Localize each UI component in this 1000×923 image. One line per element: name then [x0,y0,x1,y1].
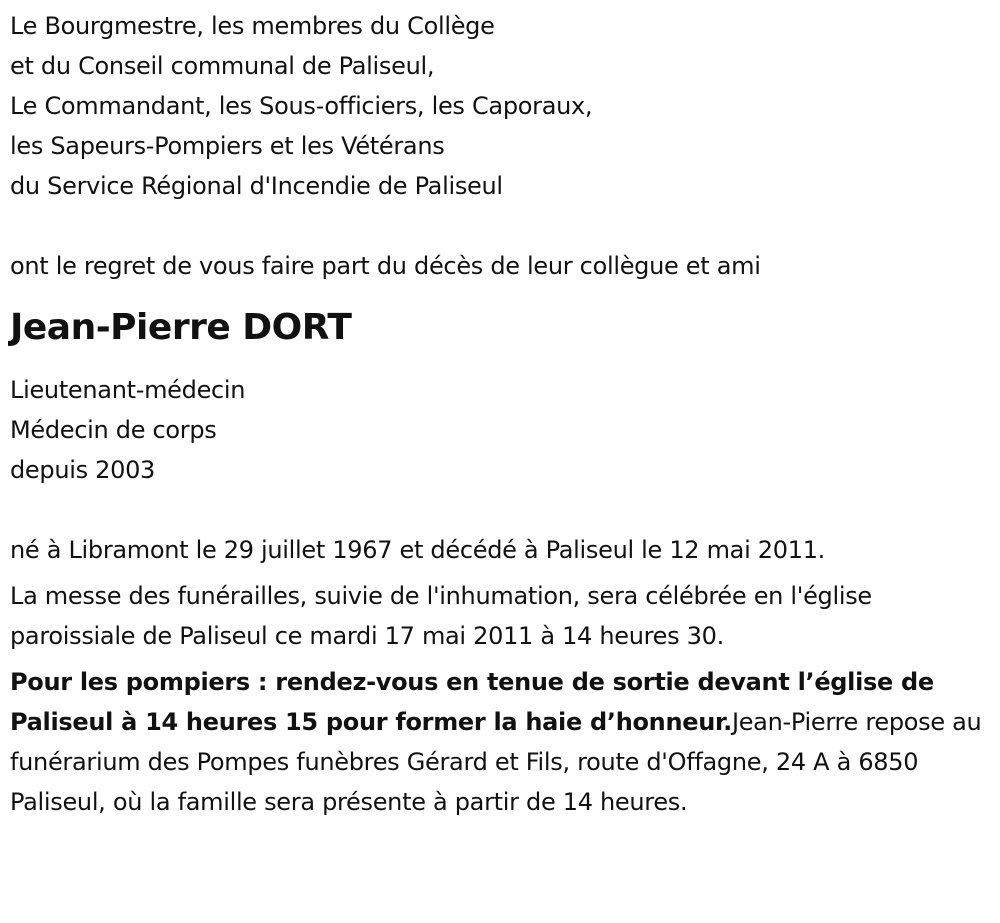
header-line: et du Conseil communal de Paliseul, [10,52,435,80]
spacer [10,206,985,246]
birth-death-text: né à Libramont le 29 juillet 1967 et décédé à Paliseul le 12 mai 2011. [10,536,825,564]
viewing-text: Jean-Pierre repose au funérarium des Pompes funèbres Gérard et Fils, route d'Offagne, 24 A à 6850 Paliseul, où la famille sera présente à partir de 14 heures. [10,708,982,816]
funeral-paragraph: La messe des funérailles, suivie de l'inhumation, sera célébrée en l'église paroissiale de Paliseul ce mardi 17 mai 2011 à 14 heures 30. [10,582,872,650]
final-paragraph [10,662,985,822]
deceased-name: Jean-Pierre DORT [10,307,352,348]
title-line: Médecin de corps [10,416,217,444]
title-line: Lieutenant-médecin [10,376,246,404]
titles-block [10,370,985,490]
announcement-text: ont le regret de vous faire part du décès de leur collègue et ami [10,252,761,280]
spacer [10,490,985,530]
header-line: les Sapeurs-Pompiers et les Vétérans [10,132,445,160]
header-line: Le Commandant, les Sous-officiers, les Caporaux, [10,92,593,120]
title-line: depuis 2003 [10,456,156,484]
header-line: Le Bourgmestre, les membres du Collège [10,12,495,40]
obituary-notice [10,6,985,822]
firefighters-notice: Pour les pompiers : rendez-vous en tenue de sortie devant l’église de Paliseul à 14 heures 15 pour former la haie d’honneur. [10,668,934,736]
header-line: du Service Régional d'Incendie de Paliseul [10,172,503,200]
header-block [10,6,985,206]
